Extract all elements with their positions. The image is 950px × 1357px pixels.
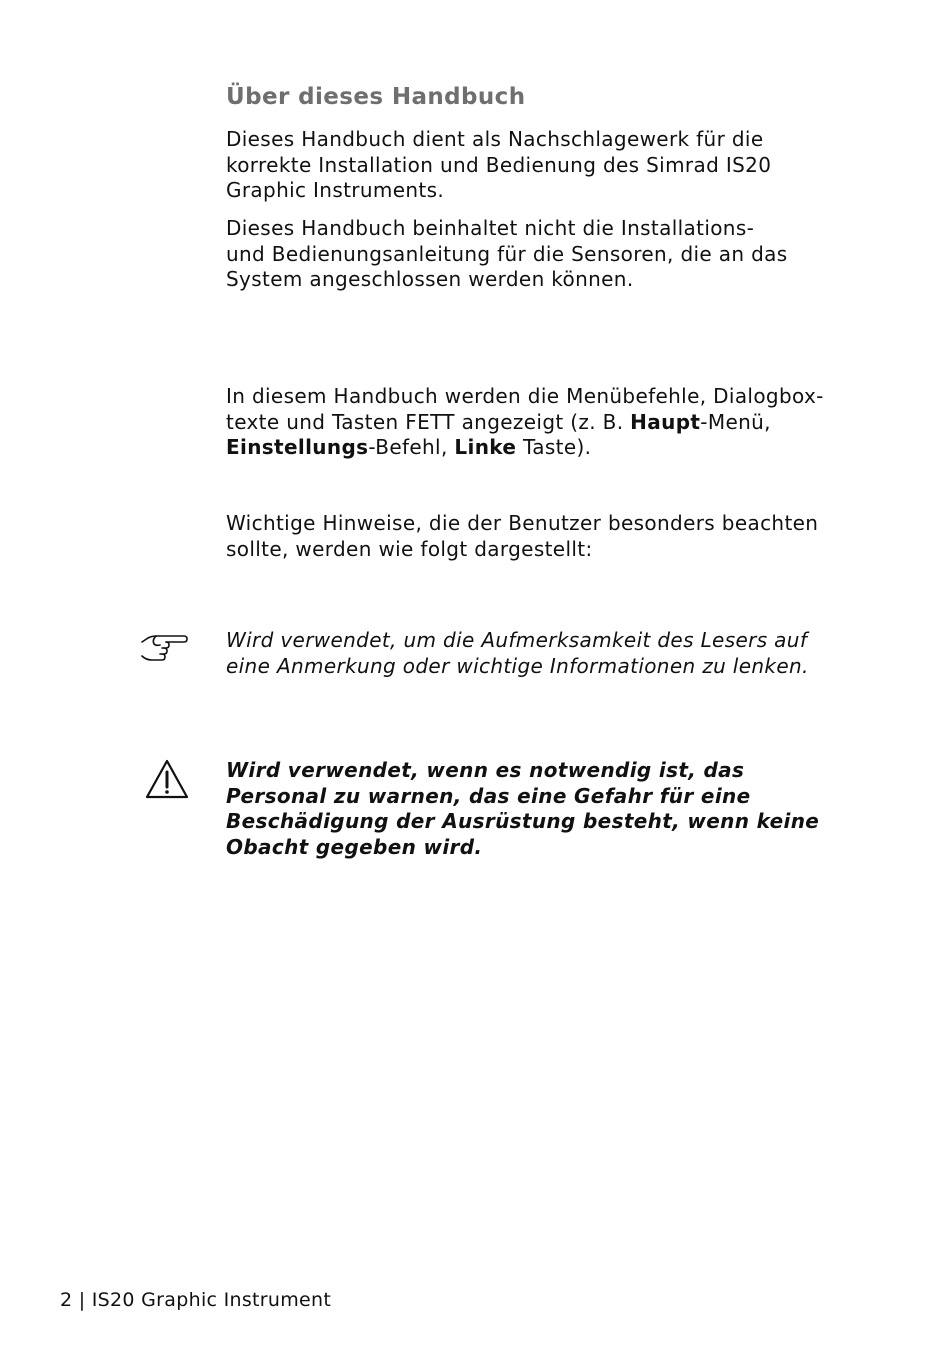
text-line [226,410,866,436]
text-run: -Befehl, [368,435,455,459]
pointing-hand-icon [140,628,190,662]
notices-intro-paragraph [226,511,866,562]
text-line: eine Anmerkung oder wichtige Informationen zu lenken. [226,653,809,678]
page-number: 2 [60,1289,73,1311]
footer-separator: | [78,1289,86,1311]
bold-example-haupt: Haupt [630,409,701,434]
warning-text [226,758,866,860]
conventions-paragraph [226,384,866,461]
text-line: Personal zu warnen, das eine Gefahr für eine [226,783,751,808]
page-footer [60,1289,331,1311]
page-title: Über dieses Handbuch [226,84,526,110]
footer-title: IS20 Graphic Instrument [91,1289,332,1311]
text-run: -Menü, [700,409,771,434]
bold-example-einstellungs: Einstellungs [226,435,369,459]
text-line: System angeschlossen werden können. [226,267,634,291]
text-line: Wichtige Hinweise, die der Benutzer besonders beachten [226,511,819,535]
intro-paragraph [226,127,866,204]
text-line: In diesem Handbuch werden die Menübefehle, Dialogbox- [226,384,824,408]
text-line: Beschädigung der Ausrüstung besteht, wenn keine [226,809,820,833]
text-run: Taste). [516,435,592,459]
text-line: Obacht gegeben wird. [226,834,483,859]
note-text [226,628,866,679]
text-line: Wird verwendet, um die Aufmerksamkeit des Lesers auf [226,628,808,652]
text-line: Graphic Instruments. [226,178,445,202]
text-line: Wird verwendet, wenn es notwendig ist, das [226,758,745,782]
bold-example-linke: Linke [454,435,517,459]
text-line: Dieses Handbuch dient als Nachschlagewerk für die [226,127,764,151]
text-line: und Bedienungsanleitung für die Sensoren, die an das [226,241,788,266]
scope-paragraph [226,216,866,293]
warning-triangle-icon [144,758,190,800]
text-line: korrekte Installation und Bedienung des Simrad IS20 [226,152,772,177]
text-run: texte und Tasten FETT angezeigt (z. B. [226,409,631,434]
text-line [226,435,866,461]
text-line: Dieses Handbuch beinhaltet nicht die Installations- [226,216,755,240]
text-line: sollte, werden wie folgt dargestellt: [226,536,593,561]
